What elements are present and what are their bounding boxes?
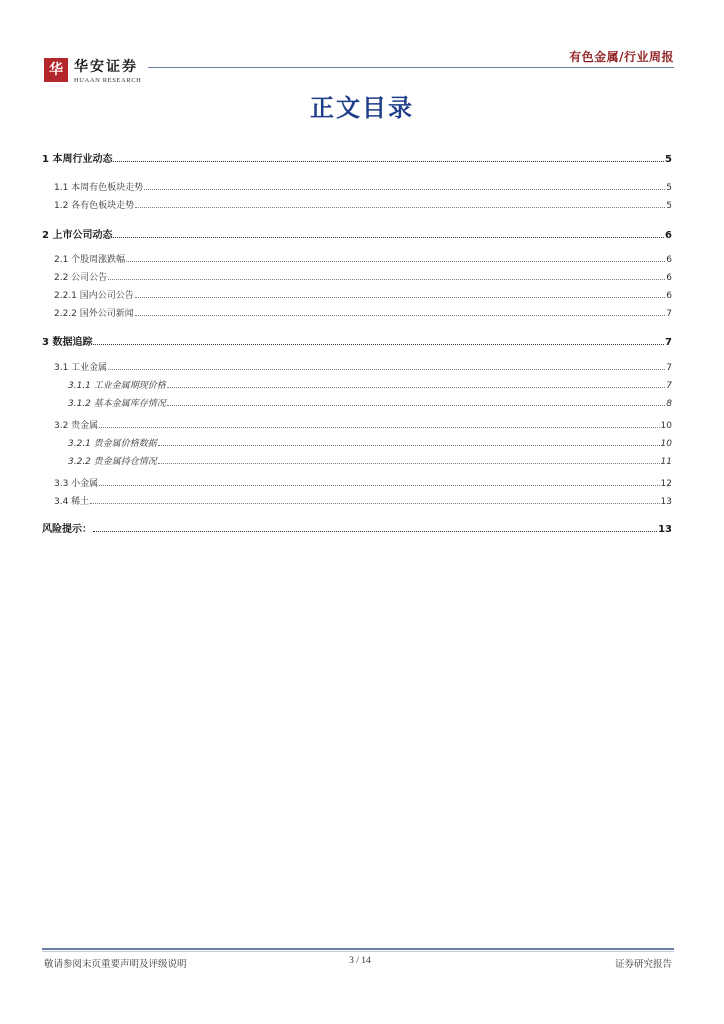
toc-entry-page: 7 xyxy=(666,309,672,319)
toc-entry-page: 5 xyxy=(665,154,672,165)
toc-entry[interactable] xyxy=(42,252,672,265)
header-category: 有色金属/行业周报 xyxy=(569,50,674,64)
toc-entry-label: 3.1 工业金属 xyxy=(54,363,108,373)
toc-entry-label: 1.2 各有色板块走势 xyxy=(54,201,135,211)
footer-rule xyxy=(42,948,674,950)
toc-dot-leader xyxy=(93,531,657,532)
toc-entry[interactable] xyxy=(42,418,672,431)
toc-dot-leader xyxy=(93,344,664,345)
toc-entry-label: 3 数据追踪 xyxy=(42,337,93,348)
toc-dot-leader xyxy=(99,427,659,428)
toc-entry[interactable] xyxy=(42,180,672,193)
toc-entry[interactable] xyxy=(42,360,672,373)
toc-entry-label: 2.1 个股周涨跌幅 xyxy=(54,255,126,265)
toc-dot-leader xyxy=(167,405,666,406)
page-title: 正文目录 xyxy=(310,93,414,122)
toc-entry-page: 7 xyxy=(665,337,672,348)
toc-entry[interactable] xyxy=(42,306,672,319)
toc-dot-leader xyxy=(99,485,659,486)
toc-entry[interactable] xyxy=(42,396,672,409)
toc-entry[interactable] xyxy=(42,226,672,241)
header-rule xyxy=(148,67,674,68)
toc-entry[interactable] xyxy=(42,476,672,489)
footer-rule-thin xyxy=(42,951,674,952)
toc-entry-page: 6 xyxy=(665,230,672,241)
toc-entry[interactable] xyxy=(42,333,672,348)
toc-entry[interactable] xyxy=(42,288,672,301)
toc-entry-label: 3.3 小金属 xyxy=(54,479,99,489)
toc-entry-page: 10 xyxy=(660,421,672,431)
toc-entry-label: 2.2.1 国内公司公告 xyxy=(54,291,134,301)
toc-entry-label: 2.2 公司公告 xyxy=(54,273,108,283)
toc-entry-label: 2 上市公司动态 xyxy=(42,230,113,241)
toc-dot-leader xyxy=(90,503,659,504)
toc-entry-page: 11 xyxy=(660,457,672,467)
toc-entry-label: 3.4 稀土 xyxy=(54,497,90,507)
toc-dot-leader xyxy=(113,161,664,162)
footer-page-indicator: 3 / 14 xyxy=(349,956,371,966)
toc-entry-page: 10 xyxy=(660,439,672,449)
footer-disclaimer: 敬请参阅末页重要声明及评级说明 xyxy=(44,959,187,970)
toc-dot-leader xyxy=(135,207,665,208)
toc-dot-leader xyxy=(135,297,666,298)
toc-entry[interactable] xyxy=(42,520,672,535)
logo-mark-icon: 华 xyxy=(44,58,68,82)
toc-entry[interactable] xyxy=(42,270,672,283)
toc-entry-page: 6 xyxy=(666,273,672,283)
toc-entry-label: 3.2.2 贵金属持仓情况 xyxy=(68,457,157,467)
toc-entry-label: 风险提示： xyxy=(42,524,92,535)
toc-entry-page: 6 xyxy=(666,255,672,265)
toc-entry-label: 3.2 贵金属 xyxy=(54,421,99,431)
toc-entry-label: 1 本周行业动态 xyxy=(42,154,113,165)
toc-dot-leader xyxy=(158,463,660,464)
toc-entry[interactable] xyxy=(42,494,672,507)
toc-entry-label: 3.1.1 工业金属期现价格 xyxy=(68,381,166,391)
toc-dot-leader xyxy=(144,189,665,190)
toc-entry[interactable] xyxy=(42,454,672,467)
toc-entry-page: 5 xyxy=(666,201,672,211)
toc-entry[interactable] xyxy=(42,150,672,165)
footer-report-type: 证券研究报告 xyxy=(614,959,672,970)
toc-entry-label: 3.1.2 基本金属库存情况 xyxy=(68,399,166,409)
toc-entry[interactable] xyxy=(42,436,672,449)
toc-entry-label: 1.1 本周有色板块走势 xyxy=(54,183,144,193)
toc-dot-leader xyxy=(167,387,666,388)
toc-entry[interactable] xyxy=(42,378,672,391)
toc-entry-page: 5 xyxy=(666,183,672,193)
toc-entry-page: 7 xyxy=(666,381,672,391)
toc-dot-leader xyxy=(108,279,665,280)
toc-entry-page: 13 xyxy=(660,497,672,507)
toc-entry-page: 6 xyxy=(666,291,672,301)
toc-entry-label: 3.2.1 贵金属价格数据 xyxy=(68,439,157,449)
toc-entry-page: 8 xyxy=(666,399,672,409)
toc-dot-leader xyxy=(135,315,666,316)
toc-dot-leader xyxy=(108,369,665,370)
toc-dot-leader xyxy=(158,445,660,446)
toc-dot-leader xyxy=(113,237,664,238)
toc-entry-page: 13 xyxy=(658,524,672,535)
toc-entry-label: 2.2.2 国外公司新闻 xyxy=(54,309,134,319)
logo-name: 华安证券 xyxy=(74,59,138,75)
toc-entry[interactable] xyxy=(42,198,672,211)
toc-entry-page: 12 xyxy=(660,479,672,489)
logo-subtitle: HUAAN RESEARCH xyxy=(74,77,142,84)
toc-entry-page: 7 xyxy=(666,363,672,373)
toc-dot-leader xyxy=(126,261,665,262)
